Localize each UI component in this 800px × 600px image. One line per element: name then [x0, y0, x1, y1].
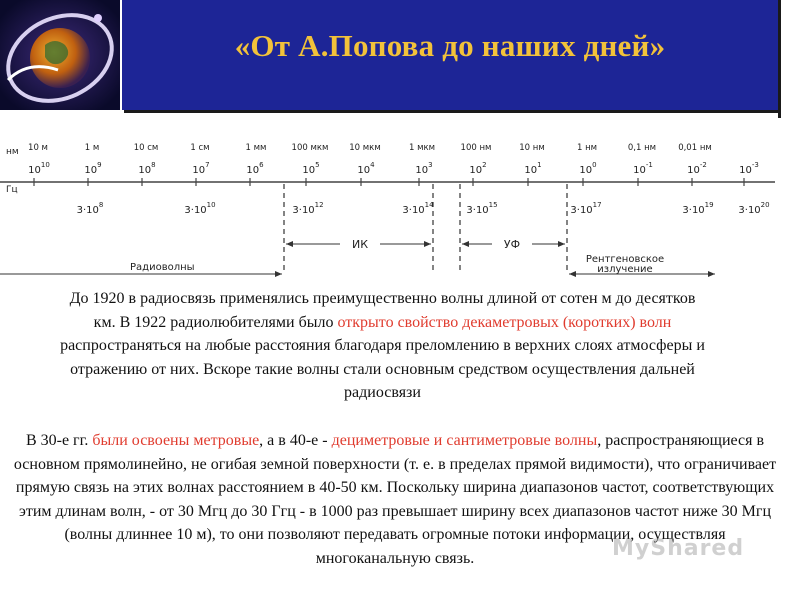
paragraph2-text-a: В 30-е гг. [25, 432, 93, 449]
radio-band-label: Радиоволны [130, 262, 195, 273]
watermark: MyShared [612, 536, 745, 561]
spectrum-diagram [0, 128, 800, 288]
paragraph2-highlight-dm-cm: дециметровые и сантиметровые волны [331, 432, 598, 449]
banner-shadow [778, 0, 781, 118]
wavelength-label: 1 м [84, 143, 100, 153]
frequency-label: $10^4$ [357, 161, 375, 176]
paragraph1-text-b: распространяться на любые расстояния благодаря преломлению в верхних слоях атмосферы и отражению от них. Вскоре такие волны стали основным средством осуществления дальней радиосвязи [60, 337, 705, 402]
ir-band-label: ИК [351, 238, 369, 251]
frequency-label: $10^7$ [192, 161, 210, 176]
wavelength-labels [28, 143, 712, 153]
frequency-label: $10^9$ [84, 161, 102, 176]
unit-nm-label: нм [6, 147, 19, 157]
lower-frequency-label: $3\cdot 10^{17}$ [570, 201, 602, 216]
frequency-label: $10^6$ [246, 161, 264, 176]
xray-band-label-line1: Рентгеновское [585, 254, 665, 265]
wavelength-label: 1 нм [576, 143, 598, 153]
paragraph2-text-b: , а в 40-е - [259, 432, 332, 449]
frequency-label: $10^2$ [469, 161, 487, 176]
lower-frequency-label: $3\cdot 10^8$ [76, 201, 104, 216]
header [0, 0, 800, 112]
lower-frequency-label: $3\cdot 10^{12}$ [292, 201, 324, 216]
wavelength-label: 100 мкм [291, 143, 329, 153]
wavelength-label: 10 нм [519, 143, 545, 153]
frequency-label: $10^8$ [138, 161, 156, 176]
wavelength-label: 1 мм [245, 143, 267, 153]
frequency-label: $10^{-1}$ [633, 161, 653, 176]
wavelength-label: 10 см [133, 143, 159, 153]
wavelength-label: 0,01 нм [678, 143, 712, 153]
xray-band-label-line2: излучение [597, 264, 653, 275]
wavelength-label: 10 м [28, 143, 48, 153]
wavelength-label: 10 мкм [349, 143, 381, 153]
lower-frequency-label: $3\cdot 10^{10}$ [184, 201, 216, 216]
banner-shadow-bottom [124, 110, 781, 113]
paragraph1-text-a: До 1920 в радиосвязь применялись преимущественно волны длиной от сотен м до десятков км. В 1922 радиолюбителями было [69, 290, 696, 331]
frequency-label: $10^5$ [302, 161, 320, 176]
lower-frequency-label: $3\cdot 10^{15}$ [466, 201, 498, 216]
page-title: «От А.Попова до наших дней» [234, 28, 666, 63]
frequency-labels [28, 161, 759, 176]
unit-hz-label: Гц [6, 185, 18, 195]
frequency-label: $10^3$ [415, 161, 433, 176]
wavelength-label: 100 нм [460, 143, 492, 153]
paragraph-early-radio [60, 287, 705, 405]
lower-frequency-labels [77, 201, 770, 216]
wavelength-label: 1 см [190, 143, 210, 153]
frequency-label: $10^0$ [579, 161, 597, 176]
paragraph1-highlight: открыто свойство декаметровых (коротких) волн [337, 313, 672, 331]
lower-frequency-label: $3\cdot 10^{19}$ [682, 201, 714, 216]
lower-frequency-label: $3\cdot 10^{20}$ [738, 201, 770, 216]
frequency-label: $10^{10}$ [28, 161, 50, 176]
globe-logo-icon [0, 0, 120, 110]
wavelength-label: 1 мкм [408, 143, 436, 153]
lower-frequency-label: $3\cdot 10^{14}$ [402, 201, 434, 216]
paragraph2-highlight-metric: были освоены метровые [92, 432, 260, 449]
wavelength-label: 0,1 нм [627, 143, 657, 153]
frequency-label: $10^{-2}$ [687, 161, 707, 176]
paragraph2-text-c: , распространяющиеся в основном прямолинейно, не огибая земной поверхности (т. е. в пределах прямой видимости), что ограничивает прямую связь на этих волнах расстоянием в 40-50 км. Поскольку ширина диапазонов частот, соответствующих этим длинам волн, - от 30 Мгц до 30 Ггц - в 1000 раз превышает ширину всех диапазонов частот ниже 30 Мгц (волны длиннее 10 м), то они позволяют передавать огромные потоки информации, осуществляя многоканальную связь. [13, 432, 777, 567]
uv-band-label: УФ [503, 238, 521, 251]
frequency-label: $10^{-3}$ [739, 161, 759, 176]
frequency-label: $10^1$ [524, 161, 542, 176]
